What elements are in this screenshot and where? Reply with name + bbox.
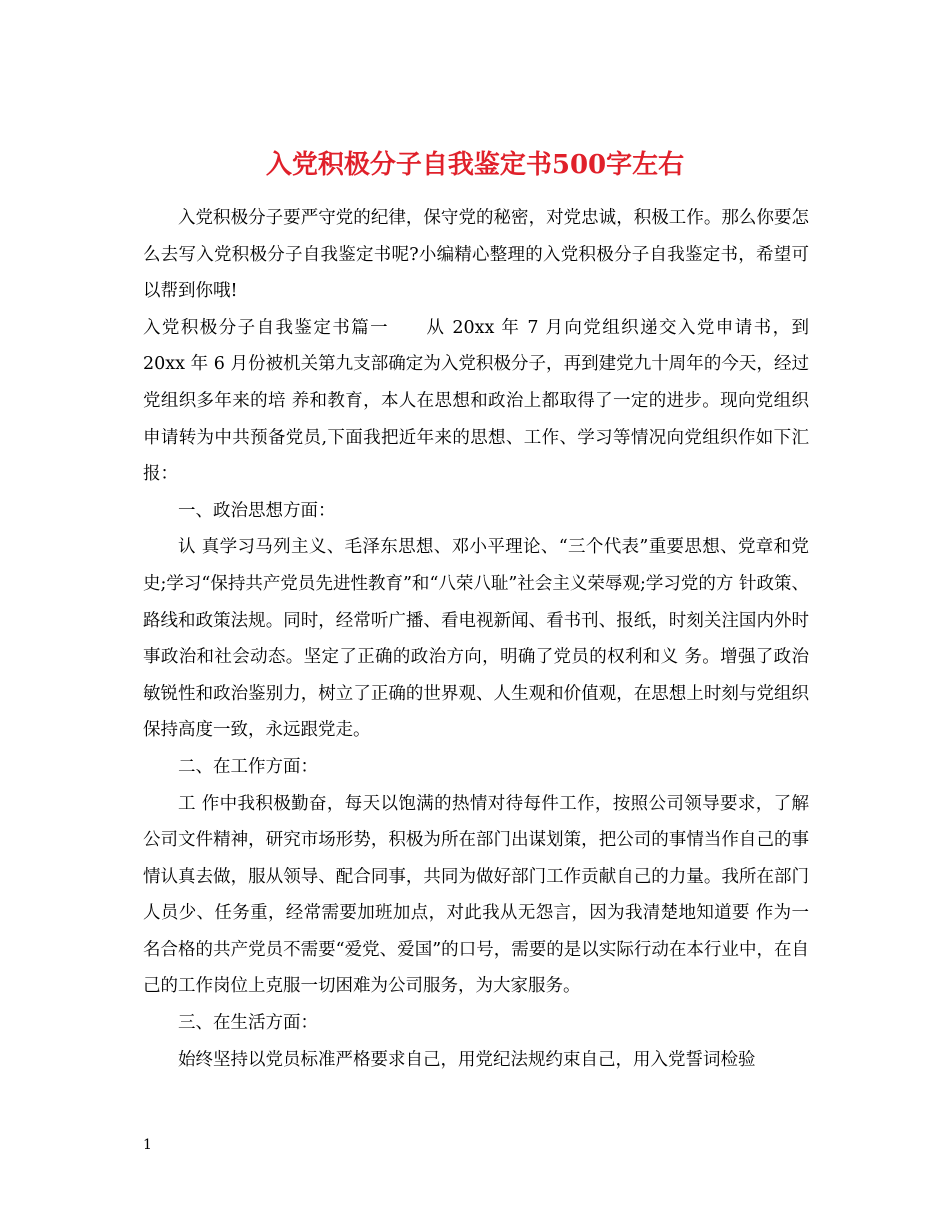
life-paragraph: 始终坚持以党员标准严格要求自己，用党纪法规约束自己，用入党誓词检验 <box>178 1049 756 1070</box>
section-first-text: 从 20xx 年 7 月向党组织递交入党申请书，到 20xx 年 6 月份被机关第九支部确定为入党积极分子，再到建党九十周年的今天，经过党组织多年来的培 养和教育，本人在思想和政治上都取得了一定的进步。现向党组织申请转为中共预备党员,下面我把近年来的思想、工作、学习等情况向党组织作如下汇报： <box>143 317 810 485</box>
section-heading: 入党积极分子自我鉴定书篇一 <box>143 317 390 338</box>
work-paragraph: 工 作中我积极勤奋，每天以饱满的热情对待每件工作，按照公司领导要求，了解公司文件精神，研究市场形势，积极为所在部门出谋划策，把公司的事情当作自己的事 情认真去做，服从领导、配合同事，共同为做好部门工作贡献自己的力量。我所在部门人员少、任务重，经常需要加班加点，对此我从无怨言，因为我清楚地知道要 作为一名合格的共产党员不需要“爱党、爱国”的口号，需要的是以实际行动在本行业中，在自己的工作岗位上克服一切困难为公司服务，为大家服务。 <box>143 793 809 997</box>
document-title: 入党积极分子自我鉴定书500字左右 <box>265 150 685 181</box>
politics-heading: 一、政治思想方面： <box>178 500 336 521</box>
work-heading: 二、在工作方面： <box>178 756 318 777</box>
page-number: 1 <box>143 1137 152 1153</box>
section-one-paragraph <box>143 310 809 493</box>
politics-paragraph: 认 真学习马列主义、毛泽东思想、邓小平理论、“三个代表”重要思想、党章和党史;学习“保持共产党员先进性教育”和“八荣八耻”社会主义荣辱观;学习党的方 针政策、路线和政策法规。同时，经常听广播、看电视新闻、看书刊、报纸，时刻关注国内外时事政治和社会动态。坚定了正确的政治方向，明确了党员的权利和义 务。增强了政治敏锐性和政治鉴别力，树立了正确的世界观、人生观和价值观，在思想上时刻与党组织保持高度一致，永远跟党走。 <box>143 537 809 741</box>
life-heading: 三、在生活方面： <box>178 1013 318 1034</box>
document-body <box>143 200 809 1078</box>
intro-paragraph: 入党积极分子要严守党的纪律，保守党的秘密，对党忠诚，积极工作。那么你要怎么去写入党积极分子自我鉴定书呢?小编精心整理的入党积极分子自我鉴定书，希望可以帮到你哦! <box>143 208 809 302</box>
